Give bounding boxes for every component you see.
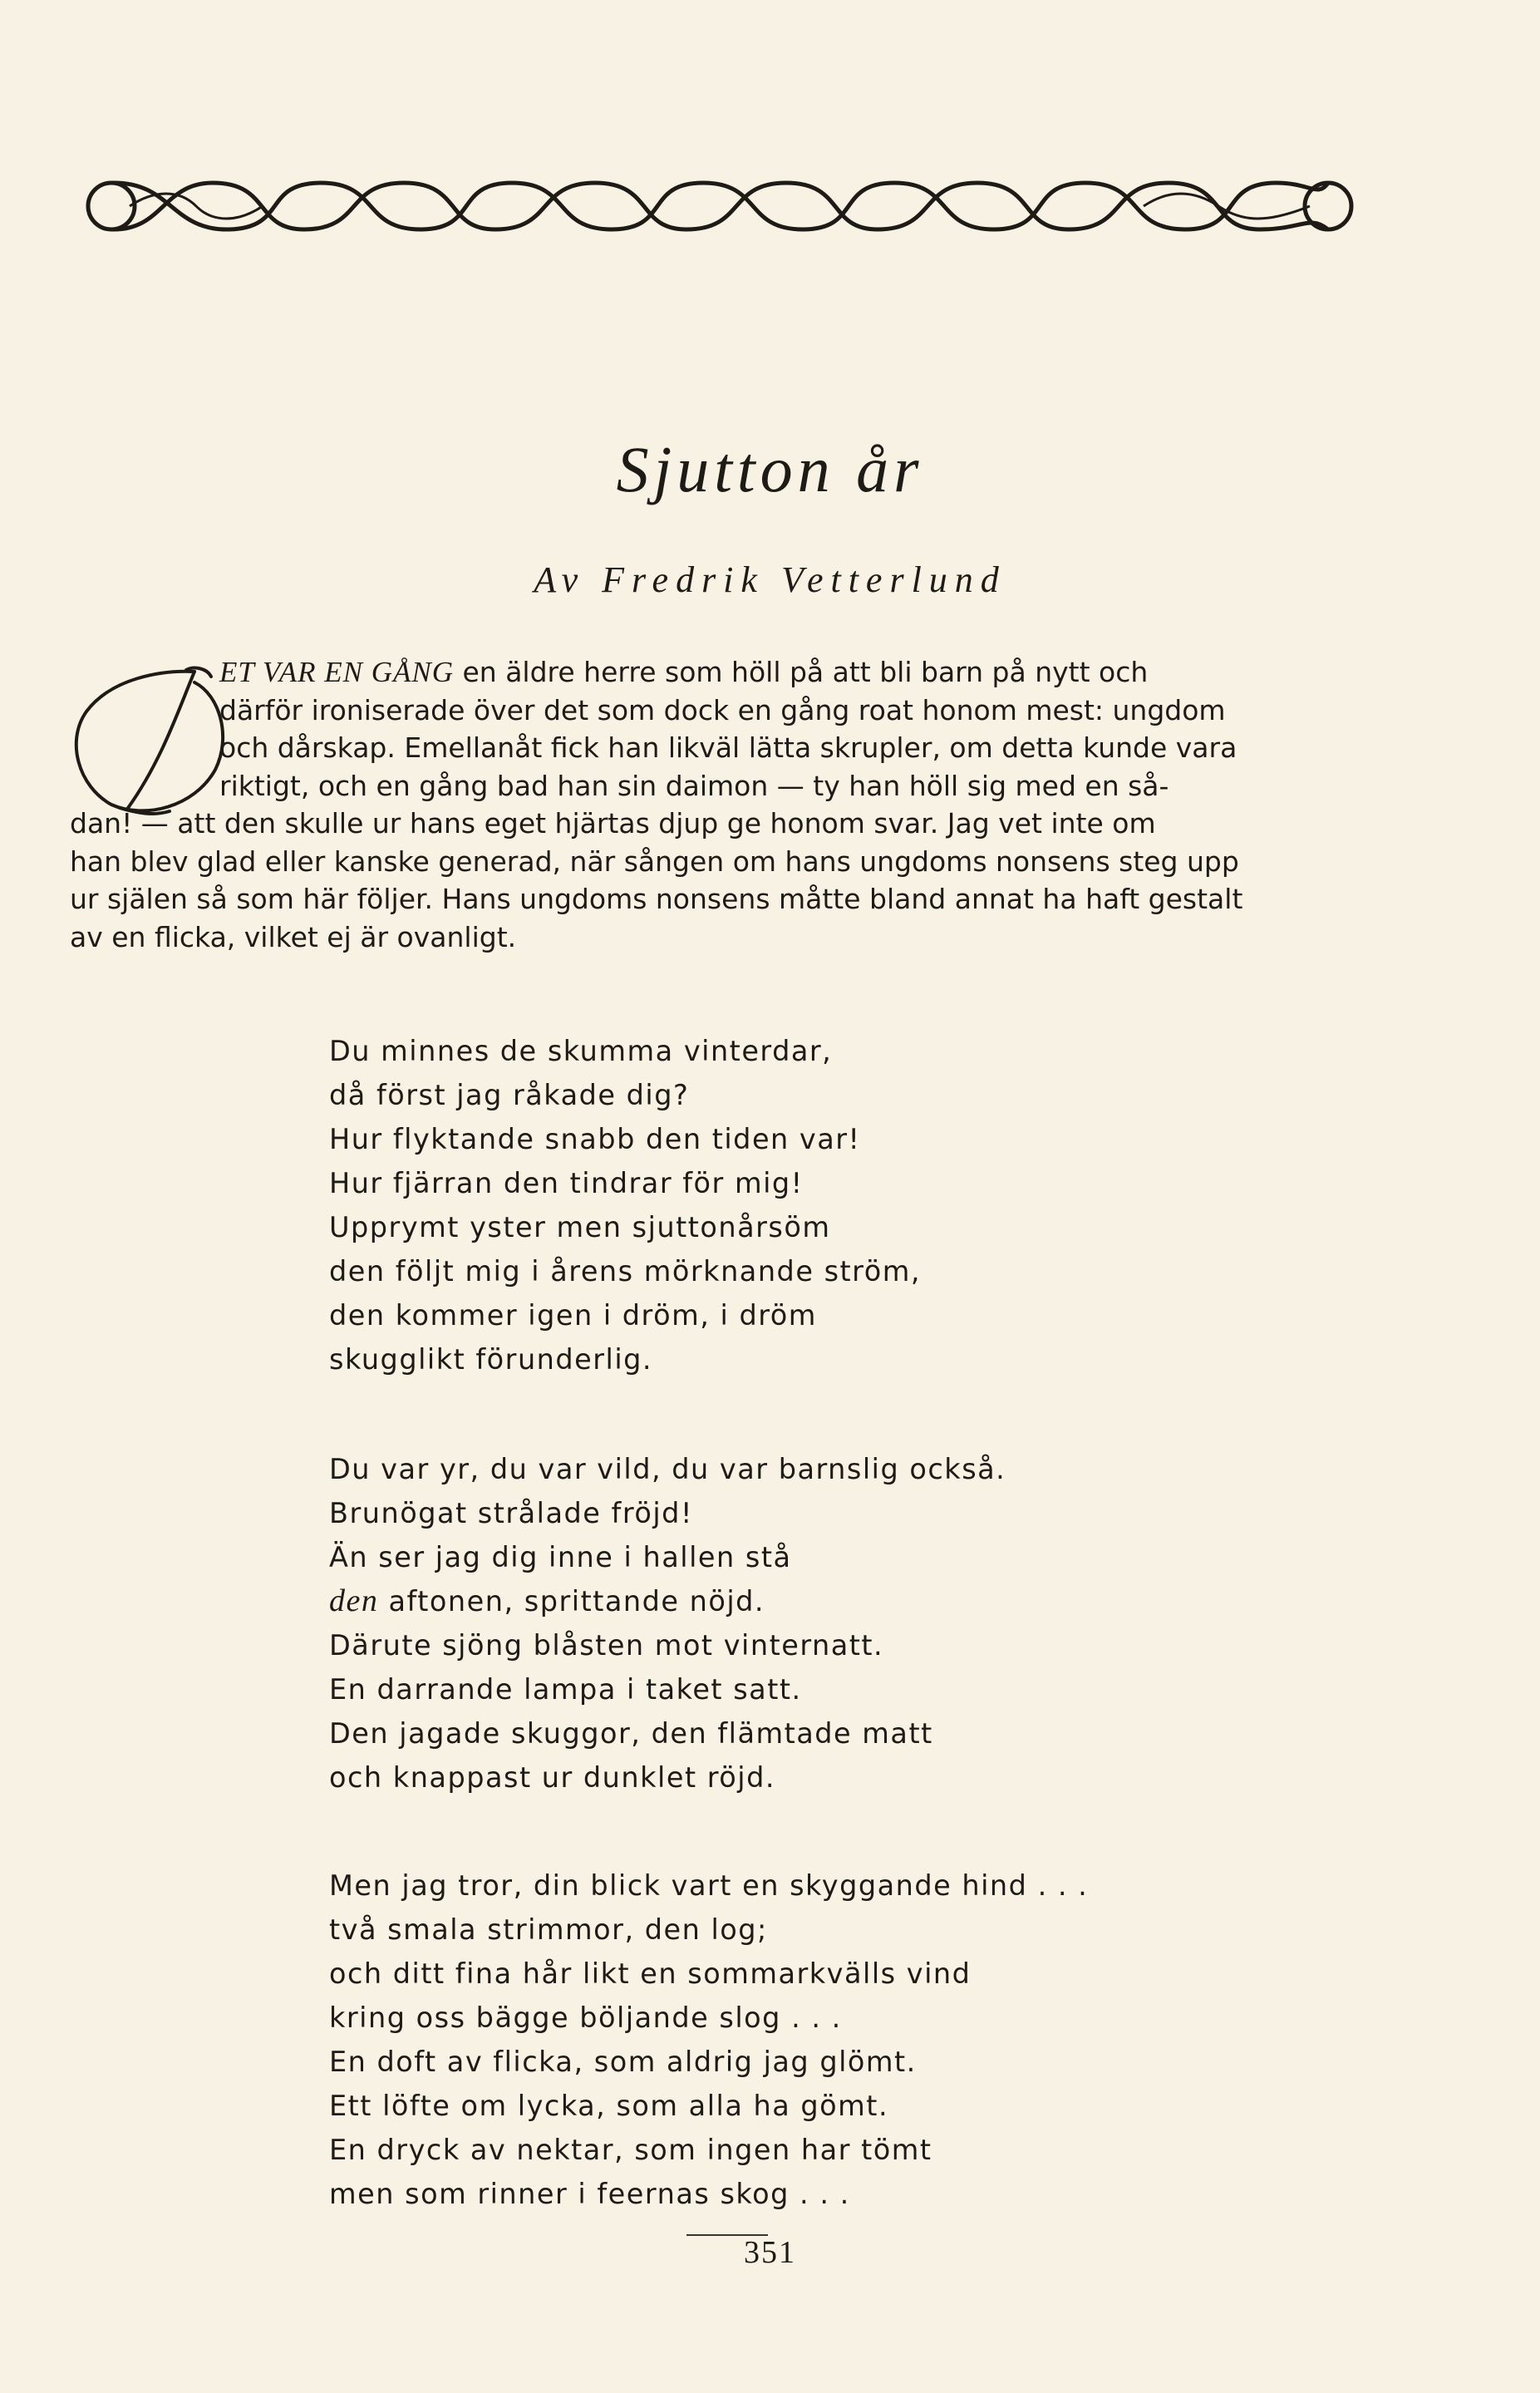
stanza-3	[329, 1864, 1088, 2216]
verse-line: Du minnes de skumma vinterdar,	[329, 1035, 833, 1067]
verse-line: Därute sjöng blåsten mot vinternatt.	[329, 1629, 884, 1662]
intro-line-2: därför ironiserade över det som dock en gång roat honom mest: ungdom	[219, 693, 1226, 726]
stanza-1	[329, 1029, 921, 1381]
verse-line: Hur flyktande snabb den tiden var!	[329, 1123, 861, 1155]
italic-word: den	[329, 1583, 379, 1618]
verse-line: Upprymt yster men sjuttonårsöm	[329, 1211, 831, 1243]
verse-line: Du var yr, du var vild, du var barnslig också.	[329, 1453, 1006, 1485]
intro-line-1-text: en äldre herre som höll på att bli barn på nytt och	[454, 656, 1149, 688]
verse-line: Än ser jag dig inne i hallen stå	[329, 1541, 792, 1573]
decorative-scroll-border	[71, 165, 1368, 248]
verse-line: två smala strimmor, den log;	[329, 1913, 768, 1946]
verse-line: och ditt fina hår likt en sommarkvälls vind	[329, 1957, 972, 1990]
intro-line-4: riktigt, och en gång bad han sin daimon — ty han höll sig med en så-	[219, 769, 1169, 802]
verse-line-rest: aftonen, sprittande nöjd.	[388, 1585, 765, 1617]
verse-line: Hur fjärran den tindrar för mig!	[329, 1167, 804, 1199]
verse-line: Den jagade skuggor, den flämtade matt	[329, 1717, 933, 1750]
intro-paragraph	[70, 653, 1383, 956]
verse-line: En doft av flicka, som aldrig jag glömt.	[329, 2046, 917, 2078]
verse-line: Ett löfte om lycka, som alla ha gömt.	[329, 2090, 889, 2122]
verse-line: En dryck av nektar, som ingen har tömt	[329, 2134, 932, 2166]
verse-line: Brunögat strålade fröjd!	[329, 1497, 693, 1529]
verse-line: den följt mig i årens mörknande ström,	[329, 1255, 921, 1288]
verse-line: den kommer igen i dröm, i dröm	[329, 1299, 817, 1332]
page-number: 351	[744, 2235, 796, 2270]
verse-line: Men jag tror, din blick vart en skyggande hind . . .	[329, 1869, 1089, 1902]
intro-line-1	[70, 653, 1383, 692]
intro-line-6: han blev glad eller kanske generad, när sången om hans ungdoms nonsens steg upp	[70, 844, 1239, 878]
verse-line: och knappast ur dunklet röjd.	[329, 1761, 775, 1794]
intro-line-5: dan! — att den skulle ur hans eget hjärtas djup ge honom svar. Jag vet inte om	[70, 807, 1156, 840]
intro-lead-italic: ET VAR EN GÅNG	[219, 656, 455, 688]
verse-line: då först jag råkade dig?	[329, 1079, 690, 1111]
verse-line-with-italic	[329, 1579, 1006, 1623]
intro-line-8: av en flicka, vilket ej är ovanligt.	[70, 920, 517, 953]
poem-title: Sjutton år	[616, 433, 924, 505]
intro-line-3: och dårskap. Emellanåt fick han likväl lätta skrupler, om detta kunde vara	[219, 731, 1237, 764]
stanza-2	[329, 1447, 1006, 1800]
verse-line: men som rinner i feernas skog . . .	[329, 2178, 850, 2210]
author-byline: Av Fredrik Vetterlund	[534, 559, 1006, 600]
verse-line: En darrande lampa i taket satt.	[329, 1673, 802, 1706]
verse-line: kring oss bägge böljande slog . . .	[329, 2002, 842, 2034]
verse-line: skugglikt förunderlig.	[329, 1343, 653, 1376]
intro-line-7: ur själen så som här följer. Hans ungdoms nonsens måtte bland annat ha haft gestalt	[70, 883, 1243, 915]
